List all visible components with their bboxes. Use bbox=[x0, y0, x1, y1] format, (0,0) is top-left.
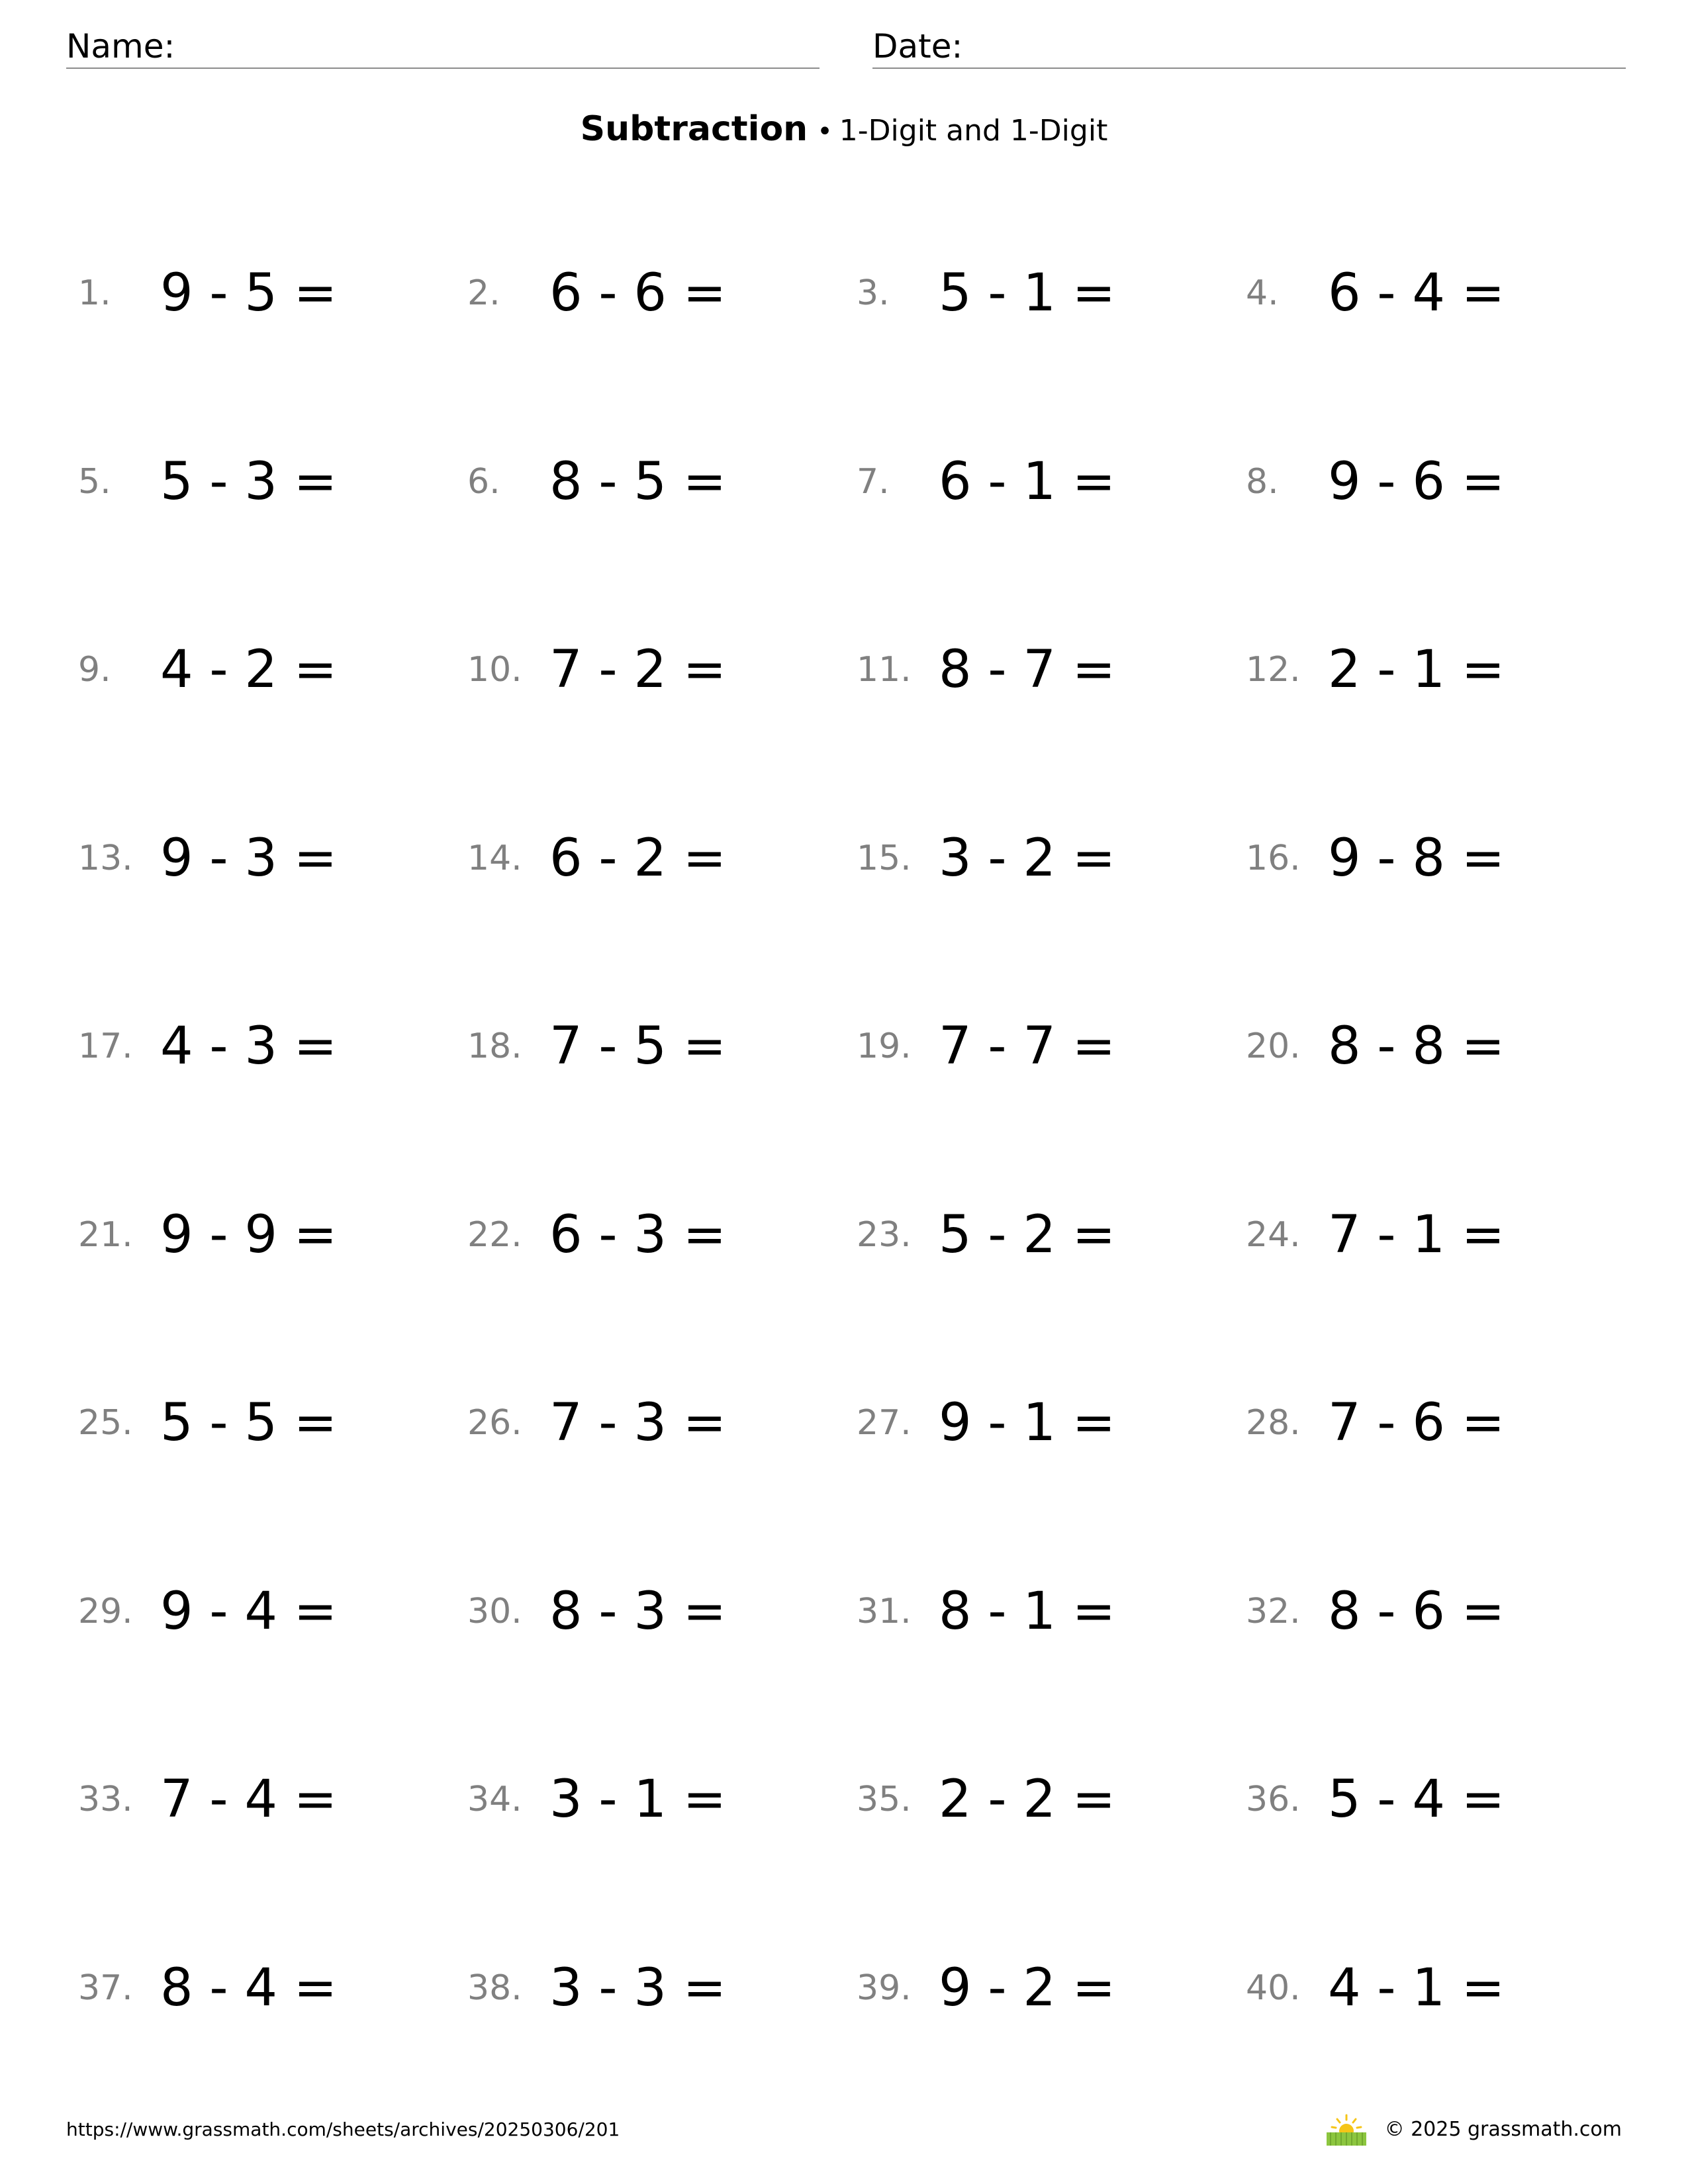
problem-number: 3. bbox=[857, 273, 890, 313]
problem-expression: 6 - 4 = bbox=[1328, 263, 1505, 323]
footer-branding bbox=[1324, 2113, 1622, 2147]
problem-item bbox=[1246, 633, 1617, 706]
problem-item bbox=[1246, 822, 1617, 895]
problem-number: 2. bbox=[467, 273, 500, 313]
problem-number: 30. bbox=[467, 1592, 522, 1631]
problem-number: 32. bbox=[1246, 1592, 1301, 1631]
problem-item bbox=[857, 1199, 1227, 1271]
problem-number: 31. bbox=[857, 1592, 912, 1631]
problem-number: 28. bbox=[1246, 1403, 1301, 1443]
problem-number: 11. bbox=[857, 650, 912, 690]
title-main: Subtraction bbox=[580, 109, 808, 149]
problem-expression: 8 - 4 = bbox=[160, 1958, 338, 2018]
problem-number: 19. bbox=[857, 1026, 912, 1066]
problem-number: 34. bbox=[467, 1780, 522, 1819]
problem-expression: 6 - 3 = bbox=[549, 1205, 727, 1265]
problem-number: 4. bbox=[1246, 273, 1279, 313]
problem-number: 16. bbox=[1246, 839, 1301, 878]
problem-number: 1. bbox=[78, 273, 111, 313]
problem-number: 36. bbox=[1246, 1780, 1301, 1819]
problem-number: 33. bbox=[78, 1780, 133, 1819]
problem-expression: 9 - 1 = bbox=[939, 1393, 1116, 1453]
problem-item bbox=[78, 1010, 449, 1083]
footer-url: https://www.grassmath.com/sheets/archives/20250306/201 bbox=[66, 2118, 620, 2140]
problem-number: 14. bbox=[467, 839, 522, 878]
problem-expression: 3 - 3 = bbox=[549, 1958, 727, 2018]
problem-number: 7. bbox=[857, 462, 890, 502]
problem-item bbox=[1246, 1387, 1617, 1459]
problem-item bbox=[857, 1763, 1227, 1836]
problem-item bbox=[857, 1010, 1227, 1083]
problem-item bbox=[467, 1387, 838, 1459]
problem-number: 21. bbox=[78, 1215, 133, 1255]
title-separator: • bbox=[817, 116, 833, 147]
name-label: Name: bbox=[66, 27, 175, 66]
problem-number: 18. bbox=[467, 1026, 522, 1066]
problem-expression: 8 - 6 = bbox=[1328, 1582, 1505, 1641]
problem-item bbox=[1246, 1199, 1617, 1271]
problem-item bbox=[467, 1199, 838, 1271]
problem-number: 17. bbox=[78, 1026, 133, 1066]
title-subtitle: 1-Digit and 1-Digit bbox=[839, 114, 1108, 148]
problem-item bbox=[78, 633, 449, 706]
problem-number: 27. bbox=[857, 1403, 912, 1443]
problem-expression: 8 - 8 = bbox=[1328, 1017, 1505, 1076]
problem-item bbox=[857, 633, 1227, 706]
problem-expression: 8 - 1 = bbox=[939, 1582, 1116, 1641]
problem-item bbox=[467, 1010, 838, 1083]
problem-item bbox=[78, 1763, 449, 1836]
problem-expression: 9 - 2 = bbox=[939, 1958, 1116, 2018]
problem-expression: 7 - 5 = bbox=[549, 1017, 727, 1076]
problem-number: 24. bbox=[1246, 1215, 1301, 1255]
problem-number: 5. bbox=[78, 462, 111, 502]
problem-expression: 4 - 2 = bbox=[160, 640, 338, 700]
problem-item bbox=[467, 822, 838, 895]
problem-expression: 3 - 2 = bbox=[939, 829, 1116, 888]
problem-expression: 2 - 2 = bbox=[939, 1770, 1116, 1829]
problem-expression: 4 - 3 = bbox=[160, 1017, 338, 1076]
problem-number: 29. bbox=[78, 1592, 133, 1631]
problem-number: 38. bbox=[467, 1968, 522, 2008]
problem-item bbox=[1246, 1763, 1617, 1836]
problem-number: 37. bbox=[78, 1968, 133, 2008]
problem-item bbox=[78, 1387, 449, 1459]
footer-copyright: © 2025 grassmath.com bbox=[1384, 2118, 1622, 2141]
problem-number: 20. bbox=[1246, 1026, 1301, 1066]
problem-expression: 9 - 3 = bbox=[160, 829, 338, 888]
problem-number: 12. bbox=[1246, 650, 1301, 690]
problem-item bbox=[1246, 1952, 1617, 2025]
problem-item bbox=[857, 822, 1227, 895]
problem-item bbox=[467, 257, 838, 330]
problem-expression: 6 - 2 = bbox=[549, 829, 727, 888]
problem-item bbox=[467, 1952, 838, 2025]
problem-item bbox=[857, 257, 1227, 330]
problem-item bbox=[467, 1763, 838, 1836]
problem-number: 15. bbox=[857, 839, 912, 878]
problem-number: 26. bbox=[467, 1403, 522, 1443]
problem-expression: 7 - 3 = bbox=[549, 1393, 727, 1453]
problem-number: 22. bbox=[467, 1215, 522, 1255]
problem-item bbox=[78, 1952, 449, 2025]
problem-item bbox=[467, 1575, 838, 1648]
problem-expression: 7 - 7 = bbox=[939, 1017, 1116, 1076]
problem-item bbox=[78, 445, 449, 518]
problem-expression: 3 - 1 = bbox=[549, 1770, 727, 1829]
problem-expression: 9 - 5 = bbox=[160, 263, 338, 323]
problem-item bbox=[1246, 257, 1617, 330]
problem-number: 35. bbox=[857, 1780, 912, 1819]
problem-number: 25. bbox=[78, 1403, 133, 1443]
problem-item bbox=[78, 257, 449, 330]
date-field[interactable] bbox=[872, 24, 1626, 69]
problem-expression: 9 - 6 = bbox=[1328, 452, 1505, 512]
problem-number: 39. bbox=[857, 1968, 912, 2008]
problem-item bbox=[1246, 1010, 1617, 1083]
problem-expression: 7 - 2 = bbox=[549, 640, 727, 700]
problem-expression: 4 - 1 = bbox=[1328, 1958, 1505, 2018]
problem-item bbox=[78, 1199, 449, 1271]
problem-number: 10. bbox=[467, 650, 522, 690]
problem-number: 40. bbox=[1246, 1968, 1301, 2008]
problem-expression: 9 - 9 = bbox=[160, 1205, 338, 1265]
problem-number: 23. bbox=[857, 1215, 912, 1255]
date-label: Date: bbox=[872, 27, 963, 66]
problem-expression: 5 - 3 = bbox=[160, 452, 338, 512]
worksheet-title bbox=[0, 99, 1688, 167]
problem-expression: 5 - 4 = bbox=[1328, 1770, 1505, 1829]
problem-item bbox=[78, 822, 449, 895]
problem-expression: 7 - 1 = bbox=[1328, 1205, 1505, 1265]
problem-item bbox=[467, 633, 838, 706]
problem-expression: 7 - 4 = bbox=[160, 1770, 338, 1829]
problem-expression: 8 - 5 = bbox=[549, 452, 727, 512]
problem-item bbox=[857, 445, 1227, 518]
problem-expression: 9 - 8 = bbox=[1328, 829, 1505, 888]
problem-number: 8. bbox=[1246, 462, 1279, 502]
problem-number: 13. bbox=[78, 839, 133, 878]
problem-item bbox=[857, 1387, 1227, 1459]
problem-item bbox=[467, 445, 838, 518]
grassmath-logo-icon bbox=[1324, 2113, 1369, 2147]
name-field[interactable] bbox=[66, 24, 820, 69]
problem-expression: 6 - 6 = bbox=[549, 263, 727, 323]
problem-expression: 2 - 1 = bbox=[1328, 640, 1505, 700]
problem-item bbox=[857, 1952, 1227, 2025]
problem-expression: 5 - 5 = bbox=[160, 1393, 338, 1453]
problem-expression: 9 - 4 = bbox=[160, 1582, 338, 1641]
problem-expression: 7 - 6 = bbox=[1328, 1393, 1505, 1453]
problem-item bbox=[1246, 1575, 1617, 1648]
problem-expression: 5 - 1 = bbox=[939, 263, 1116, 323]
problem-expression: 5 - 2 = bbox=[939, 1205, 1116, 1265]
problem-item bbox=[857, 1575, 1227, 1648]
problem-number: 9. bbox=[78, 650, 111, 690]
problem-item bbox=[78, 1575, 449, 1648]
problem-number: 6. bbox=[467, 462, 500, 502]
problem-expression: 8 - 7 = bbox=[939, 640, 1116, 700]
problem-expression: 8 - 3 = bbox=[549, 1582, 727, 1641]
problem-item bbox=[1246, 445, 1617, 518]
problem-expression: 6 - 1 = bbox=[939, 452, 1116, 512]
